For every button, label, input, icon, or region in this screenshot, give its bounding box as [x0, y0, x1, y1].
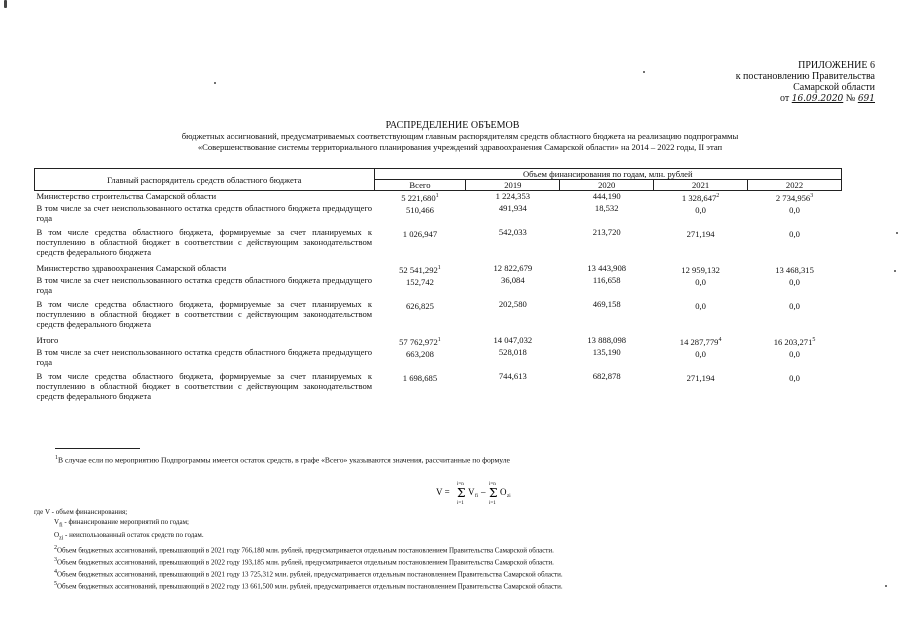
- footnote-ref: 1: [435, 193, 439, 199]
- formula-minus: –: [481, 487, 486, 497]
- footnote-1-mark: 1: [55, 455, 58, 461]
- handwritten-date: 16.09.2020: [791, 94, 844, 104]
- cell-2020: 135,190: [592, 346, 621, 357]
- header-2022: 2022: [748, 180, 842, 191]
- scan-speck: [896, 232, 898, 234]
- sigma-icon: Σ: [457, 486, 466, 500]
- sigma-icon: Σ: [489, 486, 498, 500]
- appendix-resolution: к постановлению Правительства: [735, 71, 875, 82]
- scan-mark: [4, 0, 7, 8]
- cell-total: 510,466: [405, 204, 434, 215]
- cell-2020: 13 443,908: [587, 262, 627, 273]
- cell-2019: 528,018: [498, 346, 527, 357]
- row-label: В том числе средства областного бюджета, формируемые за счет планируемых к поступлению в областной бюджет в соответствии с действующим законодательством средств федерального бюджета: [36, 370, 373, 401]
- table-row: [35, 347, 842, 371]
- legend-block: [34, 508, 563, 592]
- cell-2019: 12 822,679: [493, 262, 533, 273]
- row-label: В том числе средства областного бюджета, формируемые за счет планируемых к поступлению в областной бюджет в соответствии с действующим законодательством средств федерального бюджета: [36, 298, 373, 329]
- footnote-2: $^2$Объем бюджетных ассигнований, превышающий в 2021 году 766,180 млн. рублей, предусматривается отдельным постановлением Правительства Самарской области.: [54, 544, 554, 555]
- row-label: В том числе средства областного бюджета, формируемые за счет планируемых к поступлению в областной бюджет в соответствии с действующим законодательством средств федерального бюджета: [36, 226, 373, 257]
- footnote-ref: 2: [716, 193, 720, 199]
- cell-2020: 469,158: [592, 298, 621, 309]
- cell-2019: 14 047,032: [493, 334, 533, 345]
- funding-table: [34, 168, 842, 407]
- header-distributor: Главный распорядитель средств областного бюджета: [35, 169, 375, 191]
- cell-2021: 12 959,132: [681, 264, 720, 275]
- row-label: В том числе за счет неиспользованного остатка средств областного бюджета предыдущего года: [36, 274, 373, 295]
- table-row: [35, 371, 842, 407]
- cell-2022: 0,0: [789, 348, 800, 359]
- cell-2019: 491,934: [498, 202, 527, 213]
- header-2020: 2020: [560, 180, 654, 191]
- cell-2020: 18,532: [594, 202, 619, 213]
- cell-2021: 0,0: [695, 276, 706, 287]
- legend-intro: где V - объем финансирования;: [34, 508, 128, 516]
- cell-2022: 0,0: [789, 372, 800, 383]
- handwritten-number: 691: [857, 94, 875, 104]
- formula-term-v-sub: fi: [475, 494, 479, 499]
- table-row: [35, 275, 842, 299]
- cell-2022: 13 468,315: [775, 264, 814, 275]
- formula-sum2-bottom: i=1: [489, 501, 496, 506]
- cell-2022: 0,0: [789, 204, 800, 215]
- footnote-5: $^5$Объем бюджетных ассигнований, превышающий в 2022 году 13 661,500 млн. рублей, предусматривается отдельным постановлением Правительства Самарской области.: [54, 580, 563, 591]
- cell-2021: 0,0: [695, 348, 706, 359]
- table-row: [35, 335, 842, 347]
- formula-sum1-top: i=n: [457, 482, 464, 487]
- cell-2021: 271,194: [686, 228, 715, 239]
- table-row: [35, 203, 842, 227]
- cell-total: 626,825: [405, 300, 434, 311]
- appendix-title: ПРИЛОЖЕНИЕ 6: [798, 60, 875, 71]
- cell-2022: 2 734,956$^3$: [775, 192, 814, 203]
- cell-2021: 14 287,779$^4$: [679, 336, 722, 347]
- number-prefix: №: [845, 93, 856, 104]
- cell-total: 1 026,947: [402, 228, 438, 239]
- cell-2021: 0,0: [695, 204, 706, 215]
- header-2021: 2021: [654, 180, 748, 191]
- footnote-3: $^3$Объем бюджетных ассигнований, превышающий в 2022 году 193,185 млн. рублей, предусматривается отдельным постановлением Правительства Самарской области.: [54, 556, 554, 567]
- cell-2020: 444,190: [592, 191, 621, 201]
- cell-total: 5 221,680$^1$: [401, 192, 439, 203]
- date-prefix: от: [779, 93, 790, 104]
- table-row: [35, 263, 842, 275]
- subtitle-line-2: «Совершенствование системы территориального планирования учреждений здравоохранения Самарской области» на 2014 – 2022 годы, II этап: [197, 142, 723, 152]
- cell-2020: 682,878: [592, 370, 621, 381]
- cell-2020: 13 888,098: [587, 334, 627, 345]
- appendix-block: [736, 60, 875, 105]
- row-label: Министерство здравоохранения Самарской области: [36, 262, 227, 273]
- cell-2019: 1 224,353: [495, 191, 531, 201]
- cell-2020: 116,658: [592, 274, 621, 285]
- row-label: В том числе за счет неиспользованного остатка средств областного бюджета предыдущего года: [36, 346, 373, 367]
- cell-total: 663,208: [405, 348, 434, 359]
- formula: [430, 478, 550, 508]
- header-total: Всего: [374, 180, 466, 191]
- formula-sum1-bottom: i=1: [457, 501, 464, 506]
- footnote-4: $^4$Объем бюджетных ассигнований, превышающий в 2021 году 13 725,312 млн. рублей, предусматривается отдельным постановлением Правительства Самарской области.: [54, 568, 563, 579]
- footnote-ref: 3: [810, 193, 814, 199]
- document-subtitle: [60, 131, 860, 153]
- legend-oz: $O_{zi}$ - неиспользованный остаток средств по годам.: [54, 530, 204, 542]
- document-title: РАСПРЕДЕЛЕНИЕ ОБЪЕМОВ: [385, 120, 520, 131]
- footnote-1: [55, 455, 510, 465]
- cell-2021: 271,194: [686, 372, 715, 383]
- row-label: Министерство строительства Самарской области: [36, 191, 217, 201]
- formula-sum2-top: i=n: [489, 482, 496, 487]
- cell-2022: 0,0: [789, 300, 800, 311]
- scan-speck: [894, 270, 896, 272]
- scan-speck: [885, 585, 887, 587]
- cell-2021: 0,0: [695, 300, 706, 311]
- footnote-ref: 1: [437, 336, 441, 343]
- row-label: В том числе за счет неиспользованного остатка средств областного бюджета предыдущего года: [36, 202, 373, 223]
- cell-total: 1 698,685: [402, 372, 438, 383]
- subtitle-line-1: бюджетных ассигнований, предусматриваемых соответствующим главным распорядителям средств областного бюджета на реализацию подпрограммы: [181, 131, 739, 141]
- cell-2019: 542,033: [498, 226, 527, 237]
- cell-2019: 36,084: [501, 274, 525, 285]
- appendix-region: Самарской области: [793, 82, 875, 93]
- row-label: Итого: [36, 334, 59, 345]
- cell-2022: 0,0: [789, 276, 800, 287]
- cell-2022: 16 203,271$^5$: [773, 336, 816, 347]
- cell-2019: 202,580: [498, 298, 527, 309]
- cell-total: 52 541,292$^1$: [399, 264, 441, 275]
- formula-term-v: V: [468, 487, 475, 497]
- footnote-ref: 5: [812, 336, 816, 343]
- cell-total: 152,742: [405, 276, 434, 287]
- formula-term-o-sub: zi: [507, 494, 511, 499]
- footnote-divider: [55, 448, 140, 449]
- cell-2022: 0,0: [789, 228, 800, 239]
- table-row: [35, 299, 842, 335]
- cell-2020: 213,720: [592, 226, 621, 237]
- formula-term-o: O: [500, 487, 507, 497]
- formula-lhs: V =: [436, 487, 450, 497]
- legend-vf: $V_{fi}$ - финансирование мероприятий по годам;: [54, 517, 189, 529]
- header-funding-group: Объем финансирования по годам, млн. рублей: [374, 169, 841, 180]
- cell-total: 57 762,972$^1$: [399, 336, 441, 347]
- header-2019: 2019: [466, 180, 560, 191]
- scan-speck: [214, 82, 216, 84]
- cell-2019: 744,613: [498, 370, 527, 381]
- scan-speck: [643, 71, 645, 73]
- footnote-ref: 4: [718, 336, 722, 343]
- appendix-date-line: [736, 93, 875, 105]
- footnote-1-text: В случае если по мероприятию Подпрограммы имеется остаток средств, в графе «Всего» указываются значения, рассчитанные по формуле: [58, 455, 510, 465]
- table-row: [35, 227, 842, 263]
- cell-2021: 1 328,647$^2$: [681, 192, 720, 203]
- footnote-ref: 1: [437, 264, 441, 271]
- table-row: [35, 191, 842, 203]
